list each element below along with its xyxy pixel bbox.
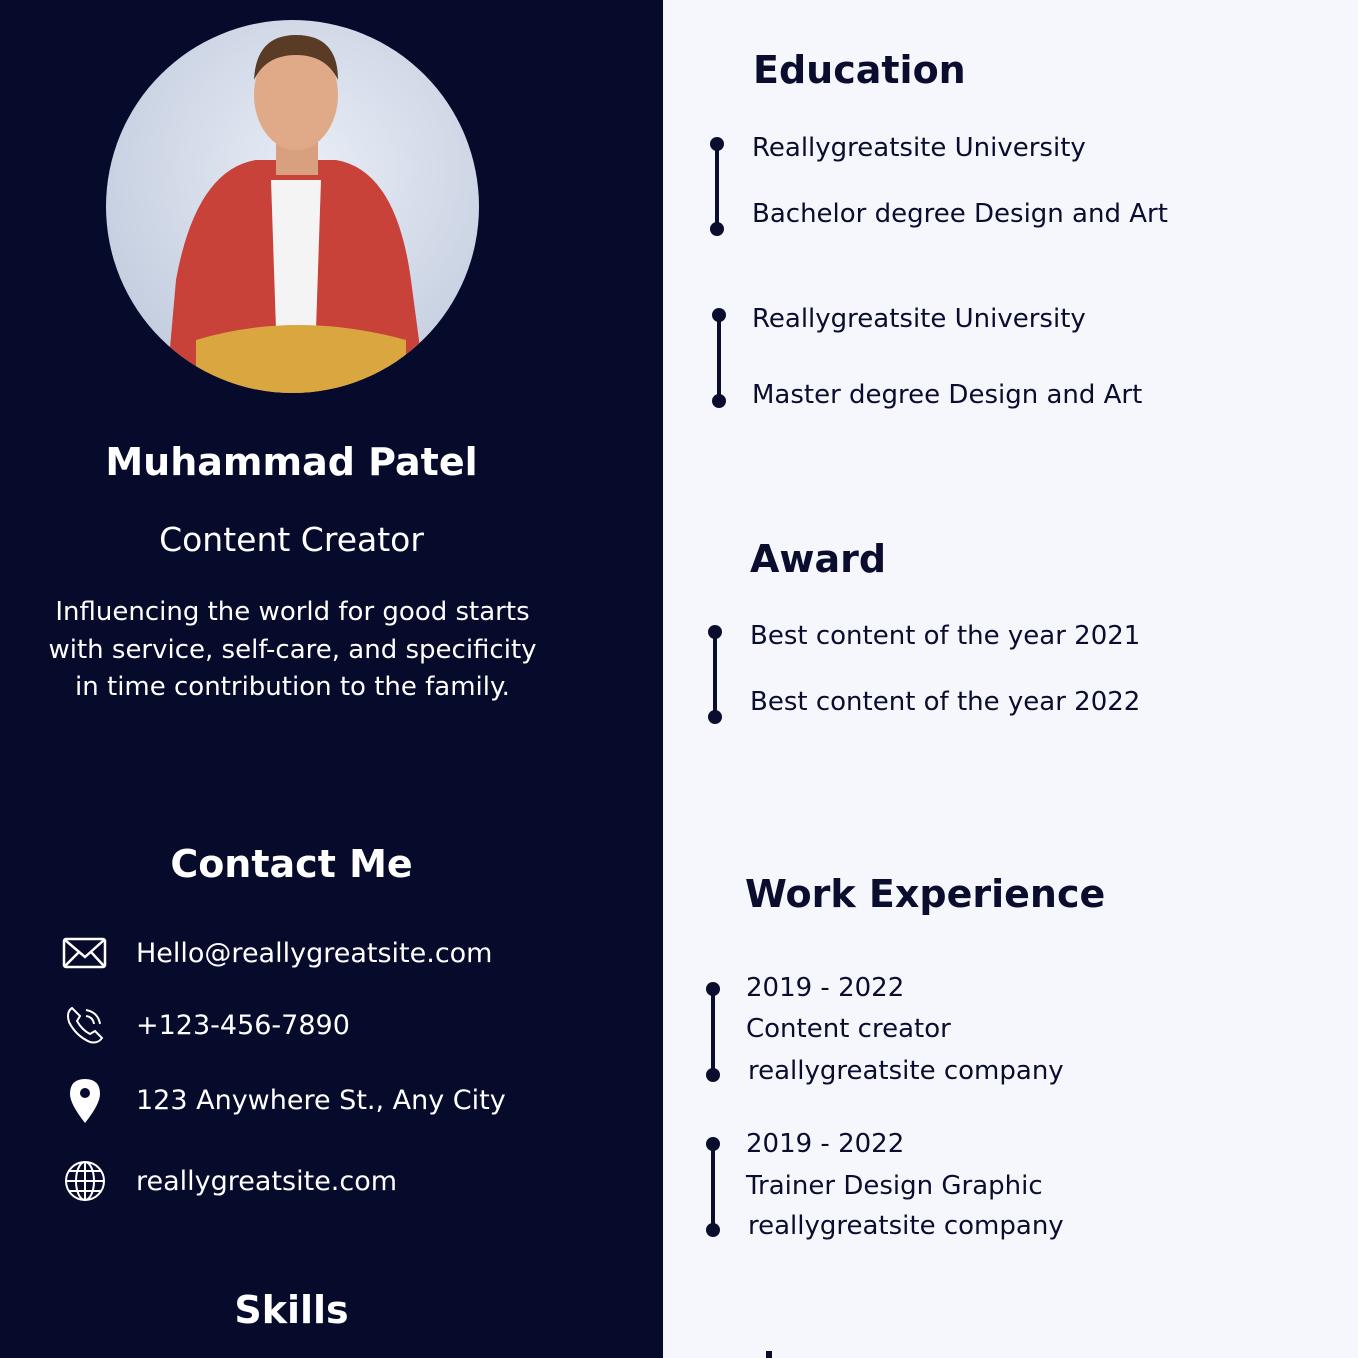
profile-bio: Influencing the world for good starts with service, self-care, and specificity in time contribution to the family.	[48, 597, 537, 702]
address-text: 123 Anywhere St., Any City	[136, 1084, 506, 1116]
timeline-marker	[717, 314, 721, 402]
work-years: 2019 - 2022	[746, 1129, 905, 1159]
education-school: Reallygreatsite University	[752, 304, 1086, 334]
work-years: 2019 - 2022	[746, 973, 905, 1003]
email-text[interactable]: Hello@reallygreatsite.com	[136, 937, 493, 969]
award-item: Best content of the year 2022	[750, 687, 1141, 717]
education-school: Reallygreatsite University	[752, 133, 1086, 163]
contact-email[interactable]	[62, 930, 492, 976]
award-heading: Award	[750, 537, 887, 581]
work-role: Content creator	[746, 1014, 951, 1044]
work-role: Trainer Design Graphic	[746, 1171, 1043, 1201]
education-degree: Master degree Design and Art	[752, 380, 1143, 410]
timeline-marker	[715, 143, 719, 230]
contact-phone[interactable]	[62, 1002, 350, 1048]
right-panel	[663, 0, 1358, 1358]
contact-address	[62, 1077, 506, 1123]
envelope-icon	[62, 930, 108, 976]
timeline-marker	[711, 988, 715, 1076]
work-company: reallygreatsite company	[748, 1211, 1064, 1241]
next-section-marker	[766, 1351, 772, 1358]
profile-title: Content Creator	[159, 520, 424, 559]
education-heading: Education	[753, 48, 966, 92]
globe-icon	[62, 1158, 108, 1204]
phone-text: +123-456-7890	[136, 1009, 350, 1041]
website-text[interactable]: reallygreatsite.com	[136, 1165, 398, 1197]
profile-photo	[106, 20, 479, 393]
skills-heading: Skills	[234, 1288, 349, 1332]
left-panel	[0, 0, 663, 1358]
profile-name: Muhammad Patel	[105, 440, 478, 484]
contact-website[interactable]	[62, 1158, 397, 1204]
award-item: Best content of the year 2021	[750, 621, 1141, 651]
work-heading: Work Experience	[745, 872, 1106, 916]
timeline-marker	[711, 1143, 715, 1231]
location-pin-icon	[62, 1077, 108, 1123]
education-degree: Bachelor degree Design and Art	[752, 199, 1168, 229]
work-company: reallygreatsite company	[748, 1056, 1064, 1086]
timeline-marker	[713, 631, 717, 718]
contact-heading: Contact Me	[170, 842, 413, 886]
phone-icon	[62, 1002, 108, 1048]
